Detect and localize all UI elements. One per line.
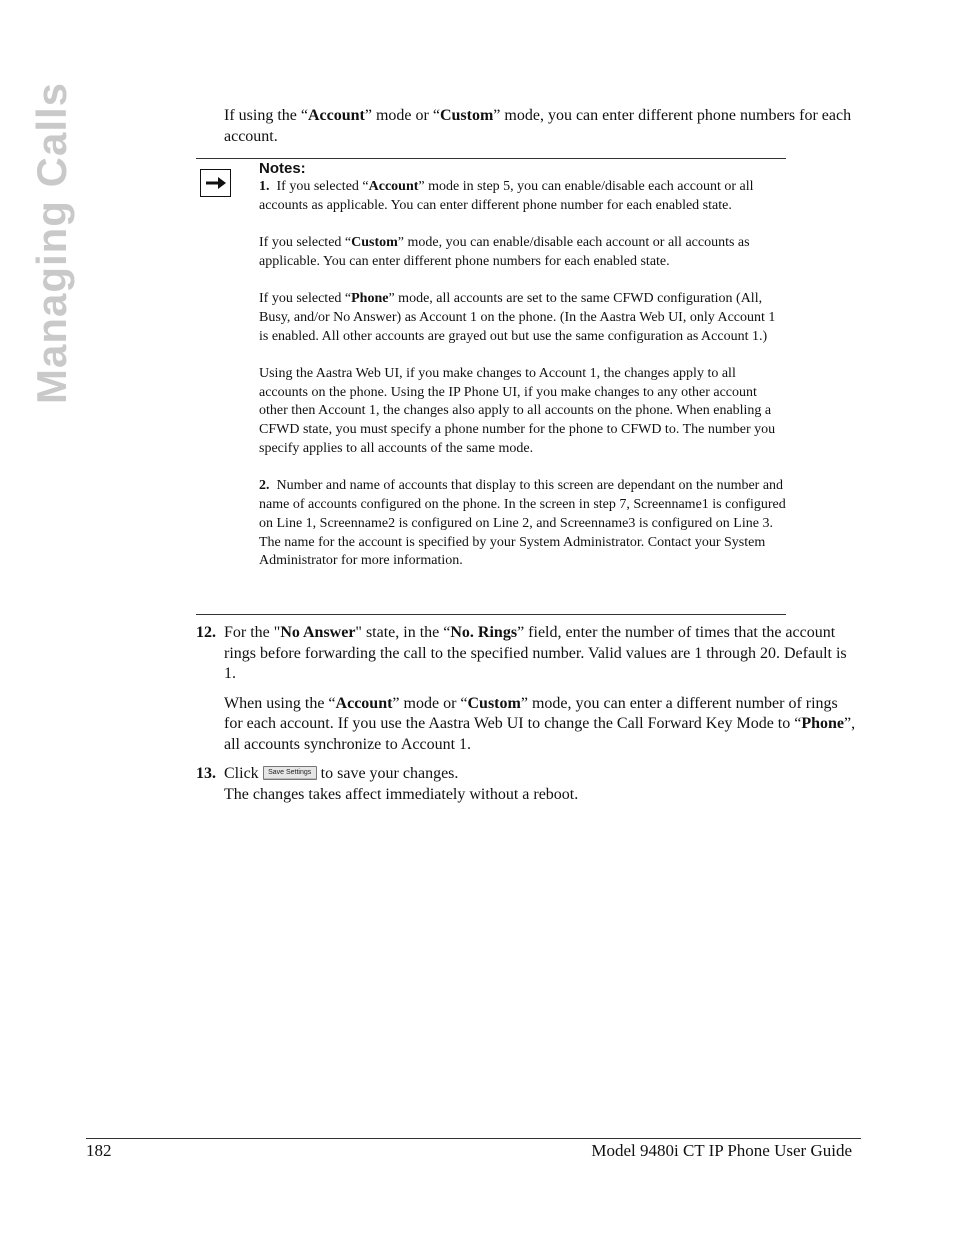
notes-top-rule — [196, 158, 786, 159]
page-number: 182 — [86, 1141, 112, 1160]
step-12 — [196, 623, 856, 755]
note-2: 2. Number and name of accounts that display to this screen are dependant on the number and name of accounts configured on the phone. In the screen in step 7, Screenname1 is configured on Line 1, Screenname2 is configured on Line 2, and Screenname3 is configured on Line 3. The name for the account is specified by your System Administrator. Contact your System Administrator for more information. — [259, 478, 786, 569]
note-phone-mode: If you selected “Phone” mode, all accounts are set to the same CFWD configuration (All, Busy, and/or No Answer) as Account 1 on the phone. (In the Aastra Web UI, only Account 1 is enabled. All other accounts are grayed out but use the same configuration as Account 1.) — [259, 290, 776, 344]
note-web-ui: Using the Aastra Web UI, if you make changes to Account 1, the changes apply to all accounts on the phone. Using the IP Phone UI, if you make changes to any other account other then Account 1, the changes also apply to all accounts on the phone. When enabling a CFWD state, you must specify a phone number for the phone to CFWD to. The number you specify applies to all accounts of the same mode. — [259, 365, 776, 456]
save-settings-button[interactable]: Save Settings — [263, 766, 317, 780]
step-number: 13. — [196, 765, 216, 782]
chapter-title-text: Managing Calls — [28, 81, 75, 405]
note-arrow-icon — [200, 169, 231, 197]
guide-title: Model 9480i CT IP Phone User Guide — [591, 1141, 852, 1160]
footer-rule — [86, 1138, 861, 1139]
notes-block — [259, 160, 787, 571]
step-13-text: Click Save Settings to save your changes. The changes takes affect immediately without a reboot. — [224, 765, 579, 803]
step-13 — [196, 764, 856, 805]
step-number: 12. — [196, 624, 216, 641]
note-custom-mode: If you selected “Custom” mode, you can enable/disable each account or all accounts as applicable. You can enter different phone numbers for each enabled state. — [259, 234, 750, 269]
chapter-side-title — [18, 81, 86, 405]
notes-heading: Notes: — [259, 160, 306, 177]
steps-list — [196, 623, 856, 805]
note-1: 1. If you selected “Account” mode in step 5, you can enable/disable each account or all accounts as applicable. You can enter different phone number for each enabled state. — [259, 179, 754, 213]
step-12-text: For the "No Answer" state, in the “No. Rings” field, enter the number of times that the account rings before forwarding the call to the specified number. Valid values are 1 through 20. Default is 1. — [224, 624, 847, 682]
intro-paragraph: If using the “Account” mode or “Custom” mode, you can enter different phone numbers for each account. — [224, 107, 852, 145]
step-12-detail: When using the “Account” mode or “Custom” mode, you can enter a different number of rings for each account. If you use the Aastra Web UI to change the Call Forward Key Mode to “Phone”, all accounts synchronize to Account 1. — [224, 694, 856, 753]
notes-bottom-rule — [196, 614, 786, 615]
